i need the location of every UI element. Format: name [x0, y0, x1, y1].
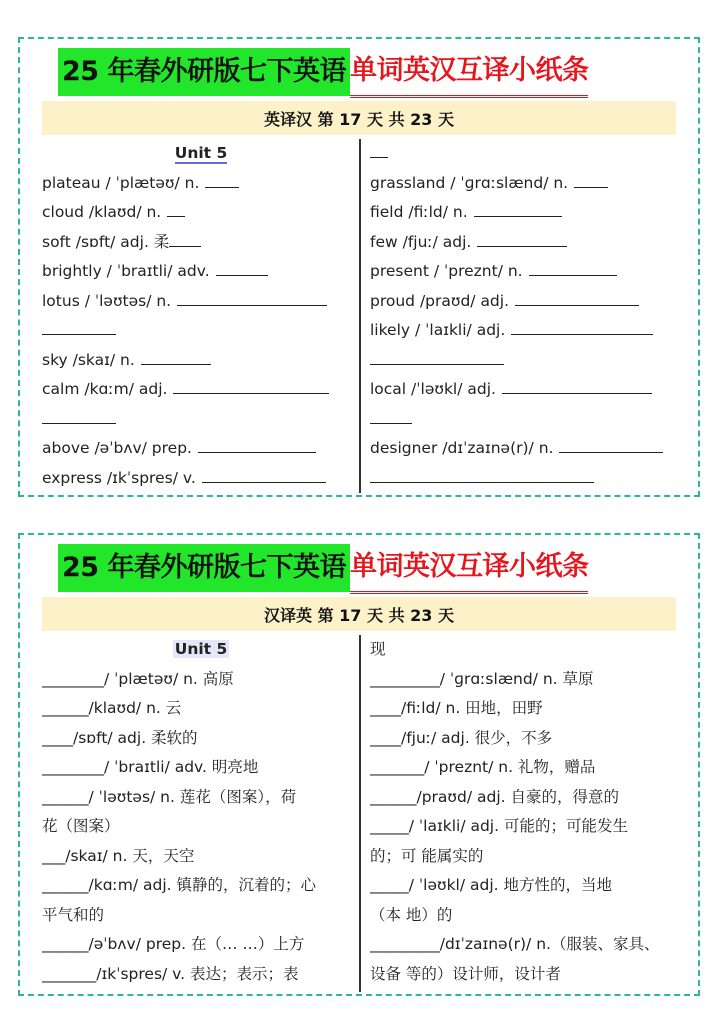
unit-heading: Unit 5	[174, 144, 228, 162]
subtitle-bar: 英译汉 第 17 天 共 23 天	[42, 101, 676, 135]
vocab-row	[370, 464, 680, 494]
vocab-row: designer /dɪˈzaɪnə(r)/ n.	[370, 434, 680, 464]
vocab-row: _____/ ˈləʊkl/ adj. 地方性的，当地	[370, 876, 613, 894]
vocab-row: ________/ ˈbraɪtli/ adv. 明亮地	[42, 758, 259, 776]
unit-heading: Unit 5	[174, 640, 228, 658]
vocab-row: （本 地）的	[370, 905, 453, 924]
vocab-row: soft /sɒft/ adj. 柔	[42, 228, 360, 258]
vocab-row: ______/klaʊd/ n. 云	[42, 699, 182, 717]
vocab-row: ____/sɒft/ adj. 柔软的	[42, 728, 198, 747]
vocab-row: _________/ ˈɡrɑːslænd/ n. 草原	[370, 669, 594, 688]
left-column	[42, 139, 360, 495]
vocab-row: ______/ ˈləʊtəs/ n. 莲花（图案），荷	[42, 787, 297, 806]
vocab-row	[370, 139, 680, 169]
vocab-row: _______/ ˈpreznt/ n. 礼物，赠品	[370, 758, 596, 776]
vocab-row	[42, 405, 360, 435]
vocab-row: ____/fjuː/ adj. 很少，不多	[370, 728, 553, 747]
title-red: 单词英汉互译小纸条	[350, 47, 589, 98]
title-green: 25 年春外研版七下英语	[58, 544, 350, 592]
vocab-row: ________/ ˈplætəʊ/ n. 高原	[42, 669, 234, 688]
card-title	[58, 47, 588, 97]
title-red: 单词英汉互译小纸条	[350, 543, 589, 594]
vocab-row: above /əˈbʌv/ prep.	[42, 434, 360, 464]
right-column	[370, 635, 680, 994]
vocab-row: 的；可 能属实的	[370, 846, 484, 865]
vocab-row: _________/dɪˈzaɪnə(r)/ n.（服装、家具、	[370, 935, 660, 953]
vocab-row: local /ˈləʊkl/ adj.	[370, 375, 680, 405]
vocab-row	[370, 405, 680, 435]
vocab-row: likely / ˈlaɪkli/ adj.	[370, 316, 680, 346]
left-column	[42, 635, 360, 994]
vocab-row: 设备 等的）设计师，设计者	[370, 964, 561, 983]
vocab-row: 花（图案）	[42, 817, 120, 835]
vocab-row: ___/skaɪ/ n. 天，天空	[42, 846, 195, 865]
vocab-row: ______/praʊd/ adj. 自豪的，得意的	[370, 787, 619, 806]
vocab-row: sky /skaɪ/ n.	[42, 346, 360, 376]
vocab-row: cloud /klaʊd/ n.	[42, 198, 360, 228]
vocab-row	[370, 346, 680, 376]
vocab-row: grassland / ˈɡrɑːslænd/ n.	[370, 169, 680, 199]
vocab-row: ______/kɑːm/ adj. 镇静的，沉着的；心	[42, 876, 317, 894]
vocab-row: field /fiːld/ n.	[370, 198, 680, 228]
vocab-row	[42, 316, 360, 346]
vocab-row: present / ˈpreznt/ n.	[370, 257, 680, 287]
vocab-row: 现	[370, 640, 386, 658]
vocab-row: plateau / ˈplætəʊ/ n.	[42, 169, 360, 199]
vocab-row: brightly / ˈbraɪtli/ adv.	[42, 257, 360, 287]
subtitle-bar: 汉译英 第 17 天 共 23 天	[42, 597, 676, 631]
right-column	[370, 139, 680, 495]
card-title	[58, 543, 588, 593]
vocab-row: express /ɪkˈspres/ v.	[42, 464, 360, 494]
vocab-row: calm /kɑːm/ adj.	[42, 375, 360, 405]
title-green: 25 年春外研版七下英语	[58, 48, 350, 96]
vocab-row: ______/əˈbʌv/ prep. 在（… …）上方	[42, 935, 305, 953]
vocab-row: _____/ ˈlaɪkli/ adj. 可能的；可能发生	[370, 817, 628, 835]
worksheet-card-zh-to-en	[18, 533, 700, 996]
vocab-row: proud /praʊd/ adj.	[370, 287, 680, 317]
worksheet-card-en-to-zh	[18, 37, 700, 497]
vocab-row: few /fjuː/ adj.	[370, 228, 680, 258]
vocab-row: ____/fiːld/ n. 田地，田野	[370, 699, 543, 717]
vocab-row: 平气和的	[42, 905, 105, 924]
vocab-row: _______/ɪkˈspres/ v. 表达；表示；表	[42, 964, 299, 983]
vocab-row: lotus / ˈləʊtəs/ n.	[42, 287, 360, 317]
